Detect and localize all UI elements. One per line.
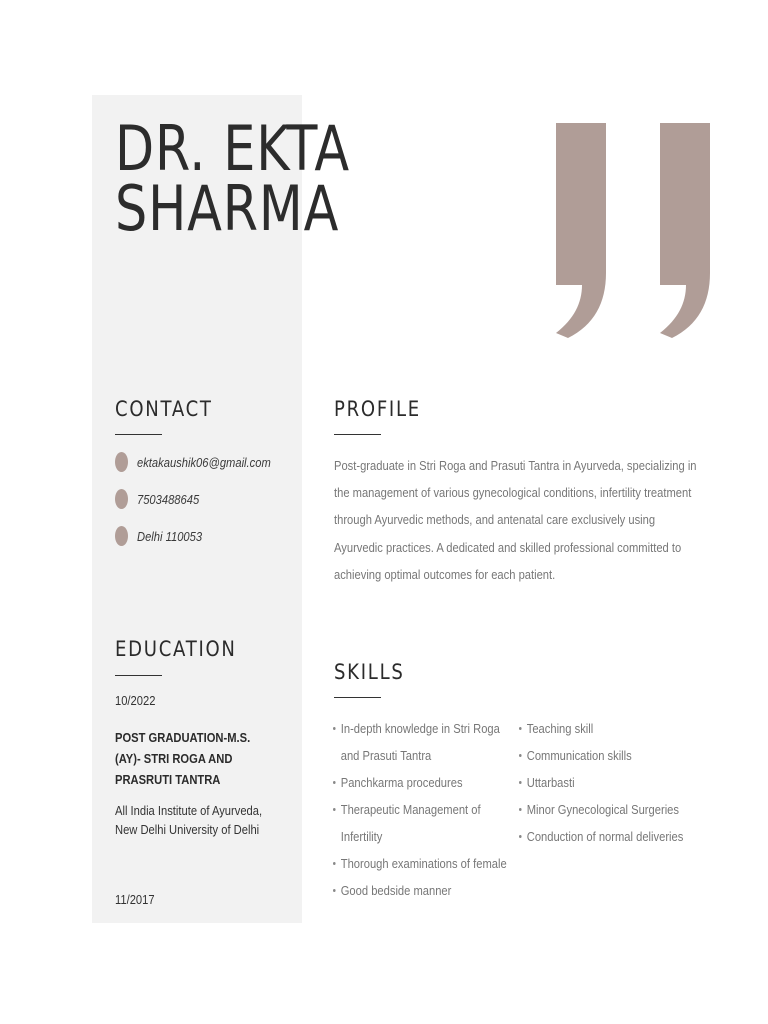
contact-email xyxy=(115,451,293,473)
profile-line: the management of various gynecological conditions, infertility treatment xyxy=(334,485,692,501)
closing-quote-icon xyxy=(660,123,710,338)
skill-item: Teaching skill xyxy=(519,715,683,742)
profile-summary xyxy=(334,452,697,588)
skill-item-continued: Infertility xyxy=(340,829,383,844)
skill-item-continued: and Prasuti Tantra xyxy=(340,748,432,763)
skills-list-left xyxy=(333,715,507,904)
institution-line: All India Institute of Ayurveda, xyxy=(115,803,263,818)
name-line-1: DR. EKTA xyxy=(115,112,350,185)
contact-divider xyxy=(115,434,162,435)
skill-item: Conduction of normal deliveries xyxy=(519,823,683,850)
phone-text: 7503488645 xyxy=(137,491,200,507)
contact-phone xyxy=(115,488,209,510)
profile-divider xyxy=(334,434,381,435)
location-dot-icon xyxy=(115,452,128,472)
skill-item: Therapeutic Management of xyxy=(333,796,507,823)
skill-item: Minor Gynecological Surgeries xyxy=(519,796,683,823)
skills-list-right xyxy=(519,715,683,850)
skill-item: Communication skills xyxy=(519,742,683,769)
skill-item: In-depth knowledge in Stri Roga xyxy=(333,715,507,742)
skills-divider xyxy=(334,697,381,698)
profile-heading: PROFILE xyxy=(334,397,421,421)
skill-item: Good bedside manner xyxy=(333,877,507,904)
email-text: ektakaushik06@gmail.com xyxy=(137,454,271,470)
degree-title xyxy=(115,727,278,790)
education-heading: EDUCATION xyxy=(115,637,237,661)
closing-quote-icon xyxy=(556,123,606,338)
candidate-name xyxy=(115,112,350,245)
location-dot-icon xyxy=(115,489,128,509)
education-divider xyxy=(115,675,162,676)
skills-heading: SKILLS xyxy=(334,660,405,684)
institution-name xyxy=(115,801,262,839)
institution-line: New Delhi University of Delhi xyxy=(115,822,260,837)
education-date: 10/2022 xyxy=(115,693,156,708)
skill-item: Panchkarma procedures xyxy=(333,769,507,796)
degree-line: PRASRUTI TANTRA xyxy=(115,772,221,787)
profile-line: Post-graduate in Stri Roga and Prasuti Tantra in Ayurveda, specializing in xyxy=(334,458,697,473)
contact-address xyxy=(115,525,213,547)
name-line-2: SHARMA xyxy=(115,172,340,245)
degree-line: (AY)- STRI ROGA AND xyxy=(115,751,233,766)
contact-heading: CONTACT xyxy=(115,397,213,421)
location-dot-icon xyxy=(115,526,128,546)
profile-line: Ayurvedic practices. A dedicated and skilled professional committed to xyxy=(334,539,682,555)
profile-line: achieving optimal outcomes for each patient. xyxy=(334,566,556,582)
skill-item: Uttarbasti xyxy=(519,769,683,796)
profile-line: through Ayurvedic methods, and antenatal care exclusively using xyxy=(334,512,656,528)
degree-line: POST GRADUATION-M.S. xyxy=(115,730,251,745)
skill-item: Thorough examinations of female xyxy=(333,850,507,877)
education-date: 11/2017 xyxy=(115,892,155,907)
address-text: Delhi 110053 xyxy=(137,528,203,544)
